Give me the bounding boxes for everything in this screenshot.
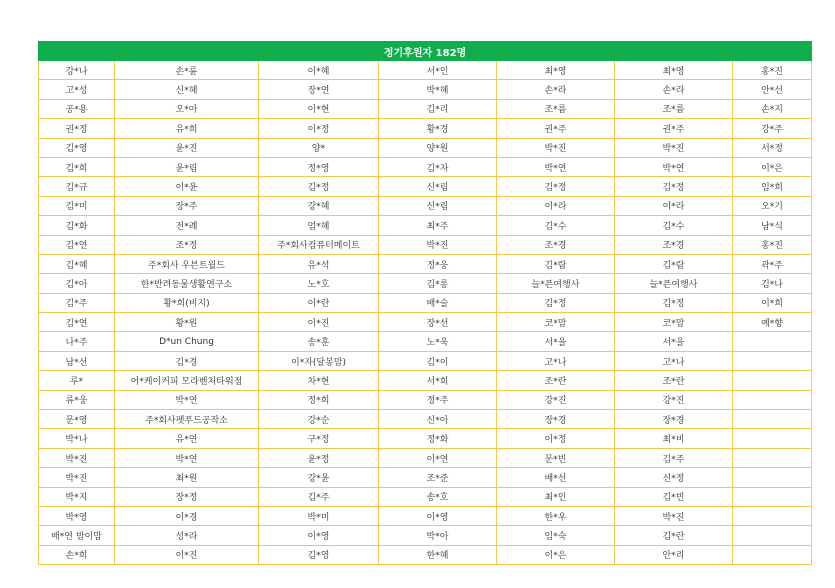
- sponsor-name-cell: 최*비: [615, 429, 733, 448]
- sponsor-name-cell: D*un Chung: [115, 332, 259, 351]
- sponsor-name-cell: 주*회사 우븐트윌드: [115, 254, 259, 273]
- sponsor-name-cell: 조*름: [615, 99, 733, 118]
- table-row: [39, 254, 812, 273]
- sponsor-name-cell: [733, 506, 812, 525]
- sponsor-name-cell: 한*혜: [379, 545, 497, 564]
- sponsor-name-cell: 박*연: [615, 157, 733, 176]
- sponsor-name-cell: 김*나: [733, 274, 812, 293]
- table-row: [39, 526, 812, 545]
- table-row: [39, 61, 812, 80]
- sponsor-name-cell: 유*석: [259, 254, 379, 273]
- sponsor-name-cell: 임*숙: [497, 526, 615, 545]
- sponsor-name-cell: 조*준: [379, 468, 497, 487]
- sponsor-name-cell: 김*롱: [379, 274, 497, 293]
- sponsor-name-cell: 박*미: [259, 506, 379, 525]
- sponsor-name-cell: 김*정: [615, 293, 733, 312]
- sponsor-name-cell: 김*연: [39, 235, 115, 254]
- table-row: [39, 119, 812, 138]
- sponsor-name-cell: 장*정: [115, 487, 259, 506]
- sponsor-name-cell: 이*정: [497, 429, 615, 448]
- sponsor-name-cell: 박*진: [379, 235, 497, 254]
- sponsor-name-cell: 고*나: [615, 351, 733, 370]
- sponsor-name-cell: 박*지: [39, 487, 115, 506]
- sponsor-name-cell: 안*선: [733, 80, 812, 99]
- sponsor-name-cell: 최*영: [497, 61, 615, 80]
- sponsor-name-cell: 노*호: [259, 274, 379, 293]
- table-row: [39, 410, 812, 429]
- sponsor-name-cell: 권*주: [615, 119, 733, 138]
- table-row: [39, 390, 812, 409]
- sponsor-name-cell: 이*라: [497, 196, 615, 215]
- sponsor-name-cell: 코*맘: [497, 313, 615, 332]
- sponsor-name-cell: 김*주: [615, 448, 733, 467]
- sponsor-name-cell: 손*라: [497, 80, 615, 99]
- sponsor-name-cell: 장*경: [615, 410, 733, 429]
- sponsor-name-cell: 서*희: [379, 371, 497, 390]
- sponsor-name-cell: 엄*혜: [259, 216, 379, 235]
- sponsor-name-cell: 권*주: [497, 119, 615, 138]
- sponsor-name-cell: 박*진: [39, 468, 115, 487]
- sponsor-name-cell: 손*희: [39, 545, 115, 564]
- sponsor-name-cell: 박*아: [379, 526, 497, 545]
- sponsor-name-cell: 주*회사컴퓨터메이트: [259, 235, 379, 254]
- sponsor-name-cell: 신*아: [379, 410, 497, 429]
- sponsor-name-cell: 황*희(비지): [115, 293, 259, 312]
- sponsor-name-cell: 문*영: [39, 410, 115, 429]
- sponsor-name-cell: 이*영: [259, 526, 379, 545]
- sponsor-name-cell: 이*라: [615, 196, 733, 215]
- sponsor-name-cell: 박*진: [39, 448, 115, 467]
- sponsor-name-cell: 최*주: [379, 216, 497, 235]
- table-row: [39, 138, 812, 157]
- sponsor-name-cell: [733, 371, 812, 390]
- sponsor-name-cell: 고*나: [497, 351, 615, 370]
- sponsor-name-cell: 최*영: [615, 61, 733, 80]
- sponsor-name-cell: 서*정: [733, 138, 812, 157]
- sponsor-name-cell: 루*: [39, 371, 115, 390]
- sponsor-name-cell: 홍*진: [733, 61, 812, 80]
- sponsor-name-cell: 안*리: [615, 545, 733, 564]
- sponsor-name-cell: 송*훈: [259, 332, 379, 351]
- sponsor-name-cell: 김*람: [497, 254, 615, 273]
- sponsor-name-cell: 조*란: [615, 371, 733, 390]
- table-row: [39, 293, 812, 312]
- sponsor-name-cell: 임*희: [733, 177, 812, 196]
- sponsor-name-cell: [733, 545, 812, 564]
- sponsor-name-cell: [733, 351, 812, 370]
- sponsor-name-cell: 홍*진: [733, 235, 812, 254]
- sponsor-name-cell: 김*희: [39, 157, 115, 176]
- sponsor-name-cell: 류*웅: [39, 390, 115, 409]
- sponsor-name-cell: 윤*진: [115, 138, 259, 157]
- sponsor-name-cell: 김*규: [39, 177, 115, 196]
- sponsor-name-cell: 오*기: [733, 196, 812, 215]
- sponsor-name-cell: [733, 526, 812, 545]
- sponsor-name-cell: 김*정: [259, 177, 379, 196]
- sponsor-name-cell: 김*빈: [615, 487, 733, 506]
- sponsor-name-cell: 신*혜: [115, 80, 259, 99]
- sponsor-name-cell: 이*윤: [115, 177, 259, 196]
- sponsor-name-cell: 김*정: [497, 293, 615, 312]
- table-row: [39, 216, 812, 235]
- sponsor-name-cell: 김*수: [615, 216, 733, 235]
- sponsor-name-cell: 박*영: [39, 506, 115, 525]
- sponsor-name-cell: 문*빈: [497, 448, 615, 467]
- sponsor-name-cell: 김*아: [39, 274, 115, 293]
- sponsor-name-cell: 신*림: [379, 177, 497, 196]
- sponsor-name-cell: 박*연: [115, 390, 259, 409]
- sponsor-name-cell: 박*나: [39, 429, 115, 448]
- table-row: [39, 468, 812, 487]
- sponsor-name-cell: 이*혜: [259, 61, 379, 80]
- table-row: [39, 274, 812, 293]
- sponsor-name-cell: 공*용: [39, 99, 115, 118]
- sponsor-name-cell: 이*진: [259, 313, 379, 332]
- sponsor-name-cell: 최*원: [115, 468, 259, 487]
- sponsor-name-cell: 정*주: [379, 390, 497, 409]
- table-row: [39, 235, 812, 254]
- sponsor-name-cell: 장*주: [115, 196, 259, 215]
- sponsor-name-cell: 박*진: [497, 138, 615, 157]
- sponsor-name-cell: 이*정: [259, 119, 379, 138]
- sponsor-name-cell: 이*희: [733, 293, 812, 312]
- sponsor-name-cell: 이*진: [115, 545, 259, 564]
- sponsor-name-cell: 한*반려동물생활연구소: [115, 274, 259, 293]
- sponsor-name-cell: 김*리: [379, 99, 497, 118]
- table-row: [39, 80, 812, 99]
- sponsor-name-cell: 신*정: [615, 468, 733, 487]
- sponsor-name-cell: 차*현: [259, 371, 379, 390]
- sponsor-table: [38, 41, 812, 565]
- sponsor-name-cell: 김*정: [497, 177, 615, 196]
- sponsor-name-cell: 박*연: [497, 157, 615, 176]
- sponsor-name-cell: 서*인: [379, 61, 497, 80]
- sponsor-name-cell: 김*화: [39, 216, 115, 235]
- table-row: [39, 313, 812, 332]
- sponsor-name-cell: [733, 487, 812, 506]
- sponsor-name-cell: 남*선: [39, 351, 115, 370]
- sponsor-name-cell: 장*선: [379, 313, 497, 332]
- sponsor-name-cell: 한*우: [497, 506, 615, 525]
- sponsor-name-cell: 박*혜: [379, 80, 497, 99]
- sponsor-name-cell: 윤*림: [115, 157, 259, 176]
- sponsor-name-cell: 황*원: [115, 313, 259, 332]
- sponsor-name-cell: 성*라: [115, 526, 259, 545]
- sponsor-name-cell: 조*경: [615, 235, 733, 254]
- sponsor-name-cell: 신*림: [379, 196, 497, 215]
- sponsor-name-cell: [733, 390, 812, 409]
- sponsor-name-cell: 유*희: [115, 119, 259, 138]
- sponsor-name-cell: 손*지: [733, 99, 812, 118]
- sponsor-name-cell: 장*연: [259, 80, 379, 99]
- sponsor-name-cell: 이*은: [733, 157, 812, 176]
- table-row: [39, 429, 812, 448]
- sponsor-name-cell: 송*호: [379, 487, 497, 506]
- sponsor-name-cell: 김*람: [615, 254, 733, 273]
- sponsor-name-cell: 김*수: [497, 216, 615, 235]
- sponsor-name-cell: 황*경: [379, 119, 497, 138]
- sponsor-name-cell: 이*경: [115, 506, 259, 525]
- sponsor-name-cell: 손*륜: [115, 61, 259, 80]
- sponsor-name-cell: 조*름: [497, 99, 615, 118]
- table-row: [39, 332, 812, 351]
- sponsor-name-cell: 김*이: [379, 351, 497, 370]
- sponsor-name-cell: 이*란: [259, 293, 379, 312]
- sponsor-name-cell: 어*케이커피 모라벤처타워점: [115, 371, 259, 390]
- table-row: [39, 157, 812, 176]
- sponsor-name-cell: 강*나: [39, 61, 115, 80]
- table-row: [39, 506, 812, 525]
- sponsor-name-cell: 유*연: [115, 429, 259, 448]
- sponsor-name-cell: 김*혜: [39, 254, 115, 273]
- sponsor-name-cell: 윤*정: [259, 448, 379, 467]
- sponsor-name-cell: 정*화: [379, 429, 497, 448]
- sponsor-name-cell: 박*진: [615, 138, 733, 157]
- sponsor-name-cell: 강*혜: [259, 196, 379, 215]
- sponsor-name-cell: 늘*픈여행사: [615, 274, 733, 293]
- sponsor-name-cell: 주*회사펫푸드공작소: [115, 410, 259, 429]
- sponsor-name-cell: 늘*픈여행사: [497, 274, 615, 293]
- sponsor-name-cell: 박*진: [615, 506, 733, 525]
- sponsor-name-cell: 정*영: [259, 157, 379, 176]
- sponsor-name-cell: 배*슬: [379, 293, 497, 312]
- table-row: [39, 448, 812, 467]
- sponsor-name-cell: 배*연 밤이맘: [39, 526, 115, 545]
- sponsor-name-cell: 이*현: [259, 99, 379, 118]
- sponsor-name-cell: 박*연: [115, 448, 259, 467]
- sponsor-name-cell: 김*연: [39, 313, 115, 332]
- sponsor-name-cell: 강*진: [497, 390, 615, 409]
- sponsor-name-cell: 양*: [259, 138, 379, 157]
- sponsor-name-cell: 최*인: [497, 487, 615, 506]
- table-row: [39, 177, 812, 196]
- sponsor-name-cell: 김*자: [379, 157, 497, 176]
- sponsor-name-cell: 이*은: [497, 545, 615, 564]
- sponsor-name-cell: [733, 429, 812, 448]
- sponsor-name-cell: 조*정: [115, 235, 259, 254]
- sponsor-name-cell: 정*희: [259, 390, 379, 409]
- sponsor-name-cell: [733, 410, 812, 429]
- sponsor-name-cell: 예*향: [733, 313, 812, 332]
- sponsor-name-cell: 조*란: [497, 371, 615, 390]
- sponsor-name-cell: 강*순: [259, 410, 379, 429]
- sponsor-name-cell: 남*식: [733, 216, 812, 235]
- table-row: [39, 487, 812, 506]
- sponsor-name-cell: 서*을: [615, 332, 733, 351]
- table-body: [39, 61, 812, 565]
- sponsor-name-cell: 서*을: [497, 332, 615, 351]
- sponsor-name-cell: 정*웅: [379, 254, 497, 273]
- sponsor-name-cell: [733, 468, 812, 487]
- sponsor-name-cell: 이*자(달봉맘): [259, 351, 379, 370]
- table-row: [39, 196, 812, 215]
- sponsor-name-cell: 배*선: [497, 468, 615, 487]
- sponsor-name-cell: 노*욱: [379, 332, 497, 351]
- sponsor-name-cell: 김*정: [615, 177, 733, 196]
- table-title: 정기후원자 182명: [39, 42, 812, 61]
- table-row: [39, 351, 812, 370]
- sponsor-name-cell: 양*원: [379, 138, 497, 157]
- sponsor-name-cell: 강*윤: [259, 468, 379, 487]
- sponsor-name-cell: 김*미: [39, 196, 115, 215]
- sponsor-name-cell: 김*주: [39, 293, 115, 312]
- sponsor-name-cell: 조*경: [497, 235, 615, 254]
- sponsor-name-cell: 김*주: [259, 487, 379, 506]
- sponsor-name-cell: 이*영: [379, 506, 497, 525]
- sponsor-name-cell: 오*아: [115, 99, 259, 118]
- table-row: [39, 99, 812, 118]
- sponsor-name-cell: 김*란: [615, 526, 733, 545]
- sponsor-name-cell: 손*라: [615, 80, 733, 99]
- sponsor-name-cell: 권*정: [39, 119, 115, 138]
- sponsor-name-cell: 김*영: [39, 138, 115, 157]
- sponsor-name-cell: 강*진: [615, 390, 733, 409]
- sponsor-name-cell: 강*주: [733, 119, 812, 138]
- sponsor-name-cell: 이*연: [379, 448, 497, 467]
- sponsor-name-cell: 구*정: [259, 429, 379, 448]
- sponsor-name-cell: 전*례: [115, 216, 259, 235]
- sponsor-name-cell: 코*맘: [615, 313, 733, 332]
- sponsor-name-cell: 고*성: [39, 80, 115, 99]
- table-row: [39, 545, 812, 564]
- table-row: [39, 371, 812, 390]
- sponsor-name-cell: [733, 448, 812, 467]
- sponsor-name-cell: 나*주: [39, 332, 115, 351]
- sponsor-name-cell: 김*경: [115, 351, 259, 370]
- sponsor-name-cell: 김*영: [259, 545, 379, 564]
- sponsor-name-cell: 곽*주: [733, 254, 812, 273]
- table-header-row: [39, 42, 812, 61]
- sponsor-name-cell: 장*경: [497, 410, 615, 429]
- sponsor-name-cell: [733, 332, 812, 351]
